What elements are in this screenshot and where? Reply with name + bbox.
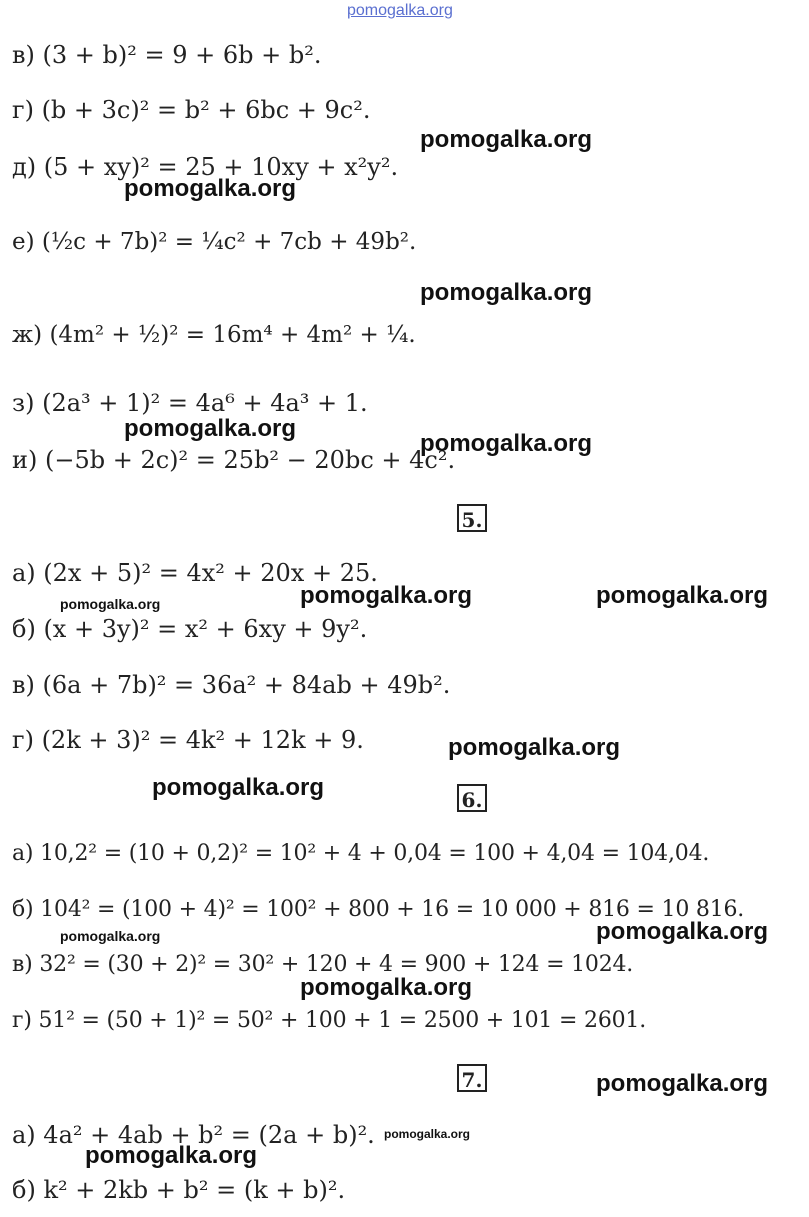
watermark: pomogalka.org	[300, 582, 473, 609]
equation-g: г) (b + 3c)² = b² + 6bc + 9c².	[12, 96, 371, 124]
watermark: pomogalka.org	[596, 1070, 769, 1097]
equation-zh: ж) (4m² + ½)² = 16m⁴ + 4m² + ¼.	[12, 322, 416, 348]
equation-5g: г) (2k + 3)² = 4k² + 12k + 9.	[12, 726, 364, 754]
equation-i: и) (−5b + 2c)² = 25b² − 20bc + 4c².	[12, 446, 456, 474]
equation-e: е) (½c + 7b)² = ¼c² + 7cb + 49b².	[12, 229, 417, 255]
equation-7a: а) 4a² + 4ab + b² = (2a + b)².	[12, 1121, 375, 1149]
equation-5b: б) (x + 3y)² = x² + 6xy + 9y².	[12, 615, 368, 643]
watermark: pomogalka.org	[124, 175, 297, 202]
watermark: pomogalka.org	[152, 774, 325, 801]
equation-6g: г) 51² = (50 + 1)² = 50² + 100 + 1 = 2500 + 101 = 2601.	[12, 1008, 647, 1033]
equation-7b: б) k² + 2kb + b² = (k + b)².	[12, 1176, 346, 1204]
watermark: pomogalka.org	[596, 918, 769, 945]
watermark: pomogalka.org	[420, 126, 593, 153]
equation-d: д) (5 + xy)² = 25 + 10xy + x²y².	[12, 153, 399, 181]
exercise-number-7: 7.	[457, 1064, 487, 1092]
equation-5a: а) (2x + 5)² = 4x² + 20x + 25.	[12, 559, 378, 587]
watermark: pomogalka.org	[448, 734, 621, 761]
equation-6v: в) 32² = (30 + 2)² = 30² + 120 + 4 = 900 + 124 = 1024.	[12, 952, 634, 977]
equation-6b: б) 104² = (100 + 4)² = 100² + 800 + 16 = 10 000 + 816 = 10 816.	[12, 897, 745, 922]
watermark: pomogalka.org	[596, 582, 769, 609]
equation-z: з) (2a³ + 1)² = 4a⁶ + 4a³ + 1.	[12, 389, 368, 417]
watermark: pomogalka.org	[420, 279, 593, 306]
watermark: pomogalka.org	[124, 415, 297, 442]
watermark: pomogalka.org	[60, 928, 161, 944]
equation-6a: а) 10,2² = (10 + 0,2)² = 10² + 4 + 0,04 = 100 + 4,04 = 104,04.	[12, 841, 710, 866]
watermark: pomogalka.org	[300, 974, 473, 1001]
watermark-link[interactable]: pomogalka.org	[347, 2, 453, 19]
exercise-number-6: 6.	[457, 784, 487, 812]
watermark: pomogalka.org	[384, 1127, 471, 1141]
watermark: pomogalka.org	[420, 430, 593, 457]
exercise-number-5: 5.	[457, 504, 487, 532]
equation-v: в) (3 + b)² = 9 + 6b + b².	[12, 41, 322, 69]
watermark: pomogalka.org	[60, 596, 161, 612]
equation-5v: в) (6a + 7b)² = 36a² + 84ab + 49b².	[12, 671, 451, 699]
watermark: pomogalka.org	[85, 1142, 258, 1169]
